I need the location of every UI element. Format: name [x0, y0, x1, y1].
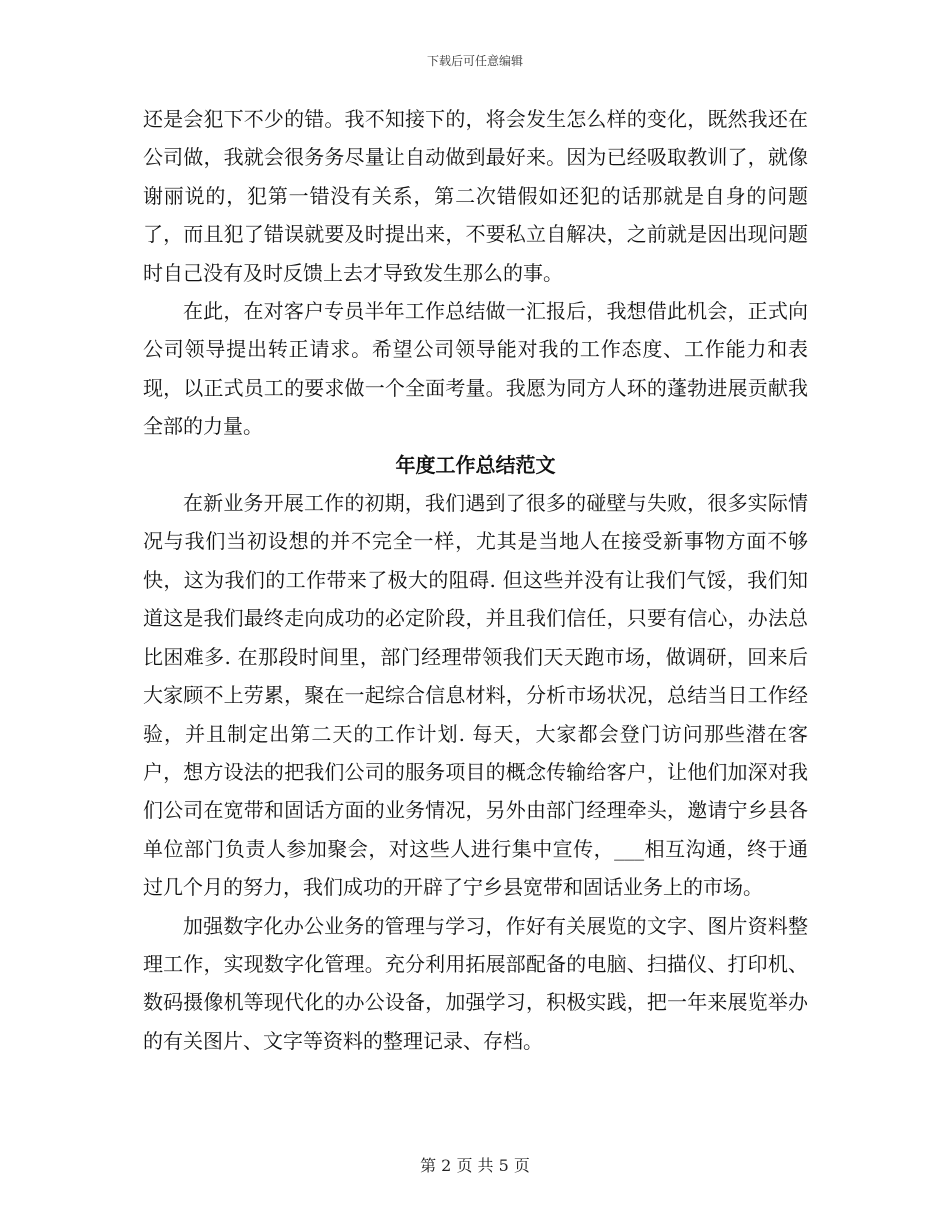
document-body [143, 100, 808, 1060]
paragraph-promotion-request: 在此，在对客户专员半年工作总结做一汇报后，我想借此机会，正式向公司领导提出转正请求。希望公司领导能对我的工作态度、工作能力和表现，以正式员工的要求做一个全面考量。我愿为同方人环的蓬勃进展贡献我全部的力量。 [143, 299, 808, 439]
paragraph-new-business: 在新业务开展工作的初期，我们遇到了很多的碰壁与失败，很多实际情况与我们当初设想的并不完全一样，尤其是当地人在接受新事物方面不够快，这为我们的工作带来了极大的阻碍. 但这些并没有让我们气馁，我们知道这是我们最终走向成功的必定阶段，并且我们信任，只要有信心，办法总比困难多. 在那段时间里，部门经理带领我们天天跑市场，做调研，回来后大家顾不上劳累，聚在一起综合信息材料，分析市场状况，总结当日工作经验，并且制定出第二天的工作计划. 每天，大家都会登门访问那些潜在客户，想方设法的把我们公司的服务项目的概念传输给客户，让他们加深对我们公司在宽带和固话方面的业务情况，另外由部门经理牵头，邀请宁乡县各单位部门负责人参加聚会，对这些人进行集中宣传，___相互沟通，终于通过几个月的努力，我们成功的开辟了宁乡县宽带和固话业务上的市场。 [143, 491, 808, 900]
page-header: 下载后可任意编辑 [426, 54, 523, 68]
section-title: 年度工作总结范文 [395, 452, 556, 477]
paragraph-digital-office: 加强数字化办公业务的管理与学习，作好有关展览的文字、图片资料整理工作，实现数字化管理。充分利用拓展部配备的电脑、扫描仪、打印机、数码摄像机等现代化的办公设备，加强学习，积极实践，把一年来展览举办的有关图片、文字等资料的整理记录、存档。 [143, 913, 808, 1053]
paragraph-continuation: 还是会犯下不少的错。我不知接下的，将会发生怎么样的变化，既然我还在公司做，我就会很务务尽量让自动做到最好来。因为已经吸取教训了，就像谢丽说的，犯第一错没有关系，第二次错假如还犯的话那就是自身的问题了，而且犯了错误就要及时提出来，不要私立自解决，之前就是因出现问题时自己没有及时反馈上去才导致发生那么的事。 [143, 107, 808, 285]
page-number: 第 2 页 共 5 页 [420, 1156, 530, 1175]
